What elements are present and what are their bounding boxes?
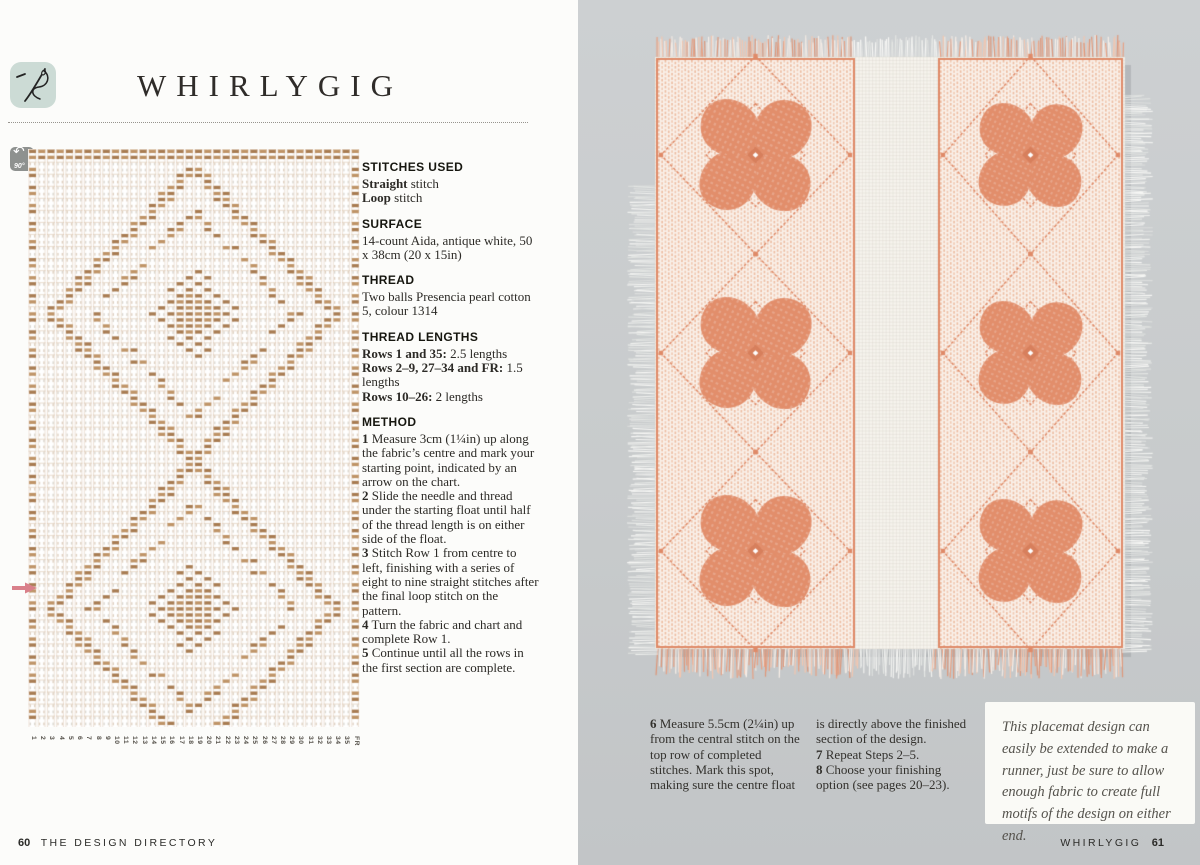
footer-right-label: WHIRLYGIG <box>1060 837 1142 849</box>
text-line: 14-count Aida, antique white, 50 x 38cm (20 x 15in) <box>362 232 533 262</box>
chart-column-label: 13 <box>140 736 148 745</box>
chart-column-label: 7 <box>85 736 93 741</box>
chart-column-label: 32 <box>315 736 323 745</box>
text-line: Rows 1 and 35: 2.5 lengths <box>362 345 508 361</box>
dotted-divider <box>8 122 528 123</box>
text-line: Straight stitch <box>362 176 439 191</box>
right-page <box>578 0 1200 865</box>
chart-column-label: 21 <box>214 736 222 745</box>
rotate-arrow-glyph: ↶ <box>13 145 25 160</box>
chart-column-label: 24 <box>242 736 250 745</box>
tip-note-text: This placemat design can easily be extended to make a runner, just be sure to allow enough fabric to create full motifs of the design on either end. <box>1002 719 1171 844</box>
chart-column-label: 17 <box>177 736 185 745</box>
text-line: Loop stitch <box>362 190 423 206</box>
rotate-degree-label: 90° <box>14 163 25 170</box>
chart-column-label: 33 <box>325 736 333 745</box>
text-line: 6 Measure 5.5cm (2¼in) up from the central stitch on the top row of completed stitches. Mark this spot, making sure the centre float <box>650 716 800 793</box>
chart-column-label: 35 <box>343 736 351 745</box>
chart-column-label: 23 <box>232 736 240 745</box>
chart-column-label: 3 <box>48 736 56 741</box>
chart-column-labels <box>28 731 364 773</box>
footer-left-label: THE DESIGN DIRECTORY <box>40 837 218 849</box>
page-title: WHIRLYGIG <box>137 68 403 103</box>
text-line: Rows 2–9, 27–34 and FR: 1.5 lengths <box>362 360 523 390</box>
steps-column-1 <box>650 716 802 792</box>
text-line: Rows 10–26: 2 lengths <box>362 388 483 404</box>
text-line: 3 Stitch Row 1 from centre to left, finishing with a series of eight to nine straight stitches after the final loop stitch on the pattern. <box>362 545 539 618</box>
section-heading: METHOD <box>362 414 417 429</box>
footer-right <box>1054 833 1164 851</box>
chart-column-label: 26 <box>260 736 268 745</box>
chart-column-label: 29 <box>288 736 296 745</box>
text-line: Two balls Presencia pearl cotton 5, colour 1314 <box>362 289 531 319</box>
chart-column-label: 31 <box>306 736 314 745</box>
text-line: 4 Turn the fabric and chart and complete Row 1. <box>362 616 523 647</box>
section-heading: STITCHES USED <box>362 160 464 174</box>
spec-section <box>362 217 540 263</box>
chart-column-label: 1 <box>30 736 37 741</box>
chart-column-label: 25 <box>251 736 259 745</box>
spec-column <box>362 160 540 686</box>
stitch-chart-canvas <box>28 149 360 727</box>
page-number-right: 61 <box>1151 837 1164 849</box>
chart-column-label: 34 <box>334 736 342 745</box>
chart-column-label: 10 <box>112 736 120 745</box>
chart-column-label: 19 <box>195 736 203 745</box>
chart-column-label: 15 <box>159 736 167 745</box>
section-heading: SURFACE <box>362 216 423 231</box>
row-start-arrow-icon <box>10 581 40 600</box>
chart-column-label: 2 <box>39 736 47 741</box>
footer-left <box>18 833 223 851</box>
text-line: 7 Repeat Steps 2–5. <box>816 746 920 762</box>
text-line: 8 Choose your finishing option (see pages 20–23). <box>816 761 950 793</box>
chart-column-label: 27 <box>269 736 277 745</box>
spec-section <box>362 330 540 404</box>
text-line: is directly above the finished section of the design. <box>816 716 967 747</box>
chart-column-label: 18 <box>186 736 194 745</box>
text-line: 5 Continue until all the rows in the first section are complete. <box>362 645 524 675</box>
section-heading: THREAD LENGTHS <box>362 329 479 344</box>
steps-column-2 <box>816 716 971 792</box>
chart-column-label: 16 <box>168 736 176 745</box>
page-number-left: 60 <box>18 837 31 849</box>
chart-column-label: 6 <box>76 736 84 741</box>
spec-section <box>362 273 540 319</box>
chart-column-label: 20 <box>205 736 213 745</box>
chart-column-label: 12 <box>131 736 139 745</box>
chart-column-label: 9 <box>103 736 111 741</box>
chart-column-label: 11 <box>122 736 130 745</box>
chart-column-label: FR <box>352 736 360 747</box>
spec-section <box>362 415 540 675</box>
section-heading: THREAD <box>362 273 415 288</box>
chart-column-label: 14 <box>149 736 157 745</box>
left-page <box>0 0 578 865</box>
text-line: 2 Slide the needle and thread under the starting float until half of the thread length is on either side of the float. <box>362 488 531 547</box>
chart-column-label: 8 <box>94 736 102 741</box>
chart-column-label: 4 <box>57 736 65 741</box>
text-line: 1 Measure 3cm (1¼in) up along the fabric’s centre and mark your starting point, indicated by an arrow on the chart. <box>362 430 535 489</box>
placemat-photo-canvas <box>578 0 1200 700</box>
spec-section <box>362 160 540 206</box>
chart-column-label: 5 <box>66 736 74 741</box>
chart-column-label: 28 <box>278 736 286 745</box>
chart-column-label: 22 <box>223 736 231 745</box>
chart-column-label: 30 <box>297 736 305 745</box>
